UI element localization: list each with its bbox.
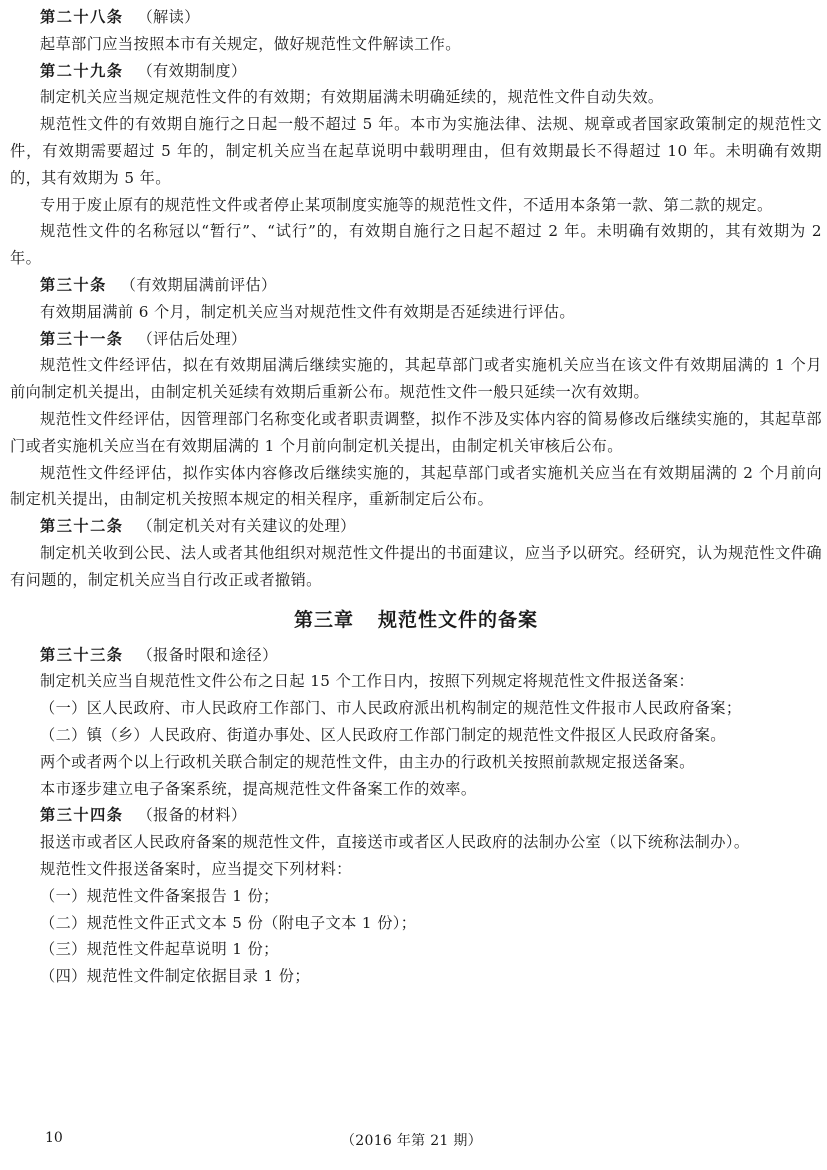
article-number: 第三十一条 <box>40 329 124 348</box>
paragraph: 规范性文件经评估，拟作实体内容修改后继续实施的，其起草部门或者实施机关应当在有效期届满的 2 个月前向制定机关提出，由制定机关按照本规定的相关程序，重新制定后公布。 <box>10 463 822 509</box>
article-heading <box>10 642 822 669</box>
chapter-title: 规范性文件的备案 <box>378 608 539 631</box>
article-number: 第二十八条 <box>40 8 124 26</box>
article-number: 第三十条 <box>40 275 107 294</box>
article-number: 第三十二条 <box>40 517 124 536</box>
article-number: 第二十九条 <box>40 61 124 80</box>
article-heading <box>10 802 822 829</box>
article-heading <box>10 326 822 353</box>
paragraph: 规范性文件的名称冠以“暂行”、“试行”的，有效期自施行之日起不超过 2 年。未明确有效期的，其有效期为 2 年。 <box>10 222 822 268</box>
document-body <box>10 4 822 990</box>
article-number: 第三十四条 <box>40 806 124 825</box>
paragraph: 规范性文件报送备案时，应当提交下列材料： <box>40 859 352 878</box>
chapter-heading <box>10 606 822 634</box>
paragraph: 制定机关收到公民、法人或者其他组织对规范性文件提出的书面建议，应当予以研究。经研究，认为规范性文件确有问题的，制定机关应当自行改正或者撤销。 <box>10 543 822 589</box>
page-footer <box>0 1130 827 1154</box>
article-title: （评估后处理） <box>137 329 247 348</box>
chapter-number: 第三章 <box>293 608 354 631</box>
article-heading <box>10 272 822 299</box>
paragraph: 专用于废止原有的规范性文件或者停止某项制度实施等的规范性文件，不适用本条第一款、第二款的规定。 <box>40 195 773 214</box>
paragraph: （一）区人民政府、市人民政府工作部门、市人民政府派出机构制定的规范性文件报市人民政府备案； <box>40 699 742 718</box>
paragraph: （三）规范性文件起草说明 1 份； <box>40 940 279 959</box>
paragraph: 制定机关应当自规范性文件公布之日起 15 个工作日内，按照下列规定将规范性文件报送备案： <box>40 672 695 691</box>
article-heading <box>10 58 822 85</box>
paragraph: 规范性文件经评估，拟在有效期届满后继续实施的，其起草部门或者实施机关应当在该文件有效期届满的 1 个月前向制定机关提出，由制定机关延续有效期后重新公布。规范性文件一般只延续一次有效期。 <box>10 356 822 402</box>
paragraph: （二）规范性文件正式文本 5 份（附电子文本 1 份）； <box>40 913 417 932</box>
paragraph: 两个或者两个以上行政机关联合制定的规范性文件，由主办的行政机关按照前款规定报送备案。 <box>40 752 695 771</box>
issue-label: （2016 年第 21 期） <box>341 1133 482 1149</box>
page-number: 10 <box>45 1130 63 1146</box>
article-title: （有效期届满前评估） <box>120 275 277 294</box>
article-number: 第三十三条 <box>40 645 124 664</box>
article-title: （制定机关对有关建议的处理） <box>137 517 356 536</box>
paragraph: 规范性文件的有效期自施行之日起一般不超过 5 年。本市为实施法律、法规、规章或者国家政策制定的规范性文件，有效期需要超过 5 年的，制定机关应当在起草说明中载明理由，但有效期最长不得超过 10 年。未明确有效期的，其有效期为 5 年。 <box>10 115 822 187</box>
paragraph: 起草部门应当按照本市有关规定，做好规范性文件解读工作。 <box>40 34 461 53</box>
paragraph: （二）镇（乡）人民政府、街道办事处、区人民政府工作部门制定的规范性文件报区人民政府备案。 <box>40 725 726 744</box>
article-title: （有效期制度） <box>137 61 247 80</box>
paragraph: 制定机关应当规定规范性文件的有效期；有效期届满未明确延续的，规范性文件自动失效。 <box>40 88 664 107</box>
paragraph: 报送市或者区人民政府备案的规范性文件，直接送市或者区人民政府的法制办公室（以下统称法制办）。 <box>40 833 750 852</box>
paragraph: 本市逐步建立电子备案系统，提高规范性文件备案工作的效率。 <box>40 779 477 798</box>
paragraph: （一）规范性文件备案报告 1 份； <box>40 886 279 905</box>
paragraph: 有效期届满前 6 个月，制定机关应当对规范性文件有效期是否延续进行评估。 <box>40 302 575 321</box>
paragraph: 规范性文件经评估，因管理部门名称变化或者职责调整，拟作不涉及实体内容的简易修改后继续实施的，其起草部门或者实施机关应当在有效期届满的 1 个月前向制定机关提出，由制定机关审核后公布。 <box>10 409 822 455</box>
article-heading <box>10 4 822 31</box>
article-title: （报备的材料） <box>137 806 247 825</box>
paragraph: （四）规范性文件制定依据目录 1 份； <box>40 967 310 986</box>
article-heading <box>10 513 822 540</box>
article-title: （报备时限和途径） <box>137 645 278 664</box>
article-title: （解读） <box>137 8 200 26</box>
